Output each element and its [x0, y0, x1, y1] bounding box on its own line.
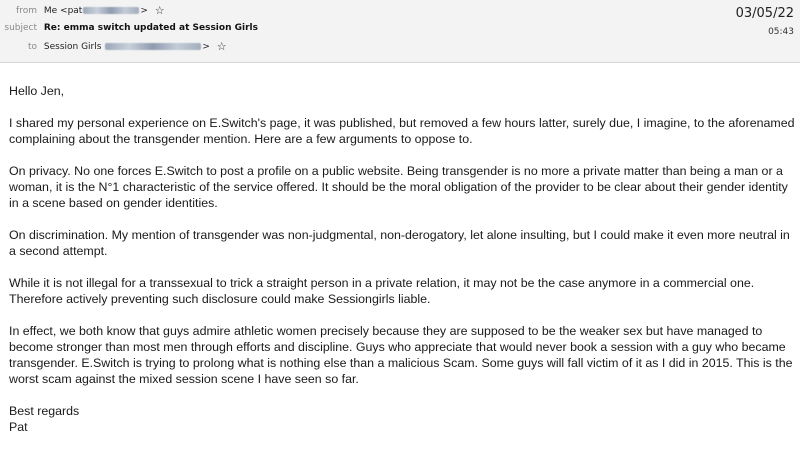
- subject-row: [0, 20, 258, 36]
- redacted-email: [105, 43, 201, 50]
- message-body: [0, 63, 799, 435]
- body-paragraph: I shared my personal experience on E.Switch's page, it was published, but removed a few hours latter, surely due, I imagine, to the aforenamed complaining about the transgender mention. Here are a few arguments to oppose to.: [9, 116, 795, 146]
- subject-label: subject: [4, 23, 37, 33]
- closing: Best regards: [9, 404, 80, 418]
- redacted-email: [83, 7, 139, 14]
- to-row: [0, 39, 227, 55]
- message-header: [0, 0, 800, 63]
- subject-text: Re: emma switch updated at Session Girls: [43, 23, 258, 33]
- from-row: [0, 3, 165, 19]
- star-icon[interactable]: ☆: [154, 4, 165, 17]
- sender-address[interactable]: Me <pat >: [43, 6, 148, 16]
- message-time: 05:43: [768, 27, 794, 37]
- body-paragraph: In effect, we both know that guys admire athletic women precisely because they are supposed to be the weaker sex but have managed to become stronger than most men through efforts and discipline. Guys who appreciate that would never book a session with a guy who became transgender. E.Switch is trying to prolong what is nothing else than a malicious Scam. Some guys will fall victim of it as I did in 2015. This is the worst scam against the mixed session scene I have seen so far.: [9, 324, 793, 386]
- recipient-address[interactable]: Session Girls >: [43, 42, 210, 52]
- signature: Pat: [9, 420, 28, 434]
- message-date: 03/05/22: [735, 6, 794, 21]
- to-label: to: [27, 42, 37, 52]
- body-paragraph: On privacy. No one forces E.Switch to post a profile on a public website. Being transgender is no more a private matter than being a man or a woman, it is the N°1 characteristic of the service offered. It should be the moral obligation of the provider to be clear about their gender identity in a scene based on gender identities.: [9, 164, 788, 210]
- body-paragraph: While it is not illegal for a transsexual to trick a straight person in a private relation, it may not be the case anymore in a commercial one. Therefore actively preventing such disclosure could make Sessiongirls liable.: [9, 276, 755, 306]
- star-icon[interactable]: ☆: [216, 40, 227, 53]
- from-label: from: [16, 6, 37, 16]
- greeting: Hello Jen,: [9, 84, 65, 98]
- body-paragraph: On discrimination. My mention of transgender was non-judgmental, non-derogatory, let alone insulting, but I could make it even more neutral in a second attempt.: [9, 228, 790, 258]
